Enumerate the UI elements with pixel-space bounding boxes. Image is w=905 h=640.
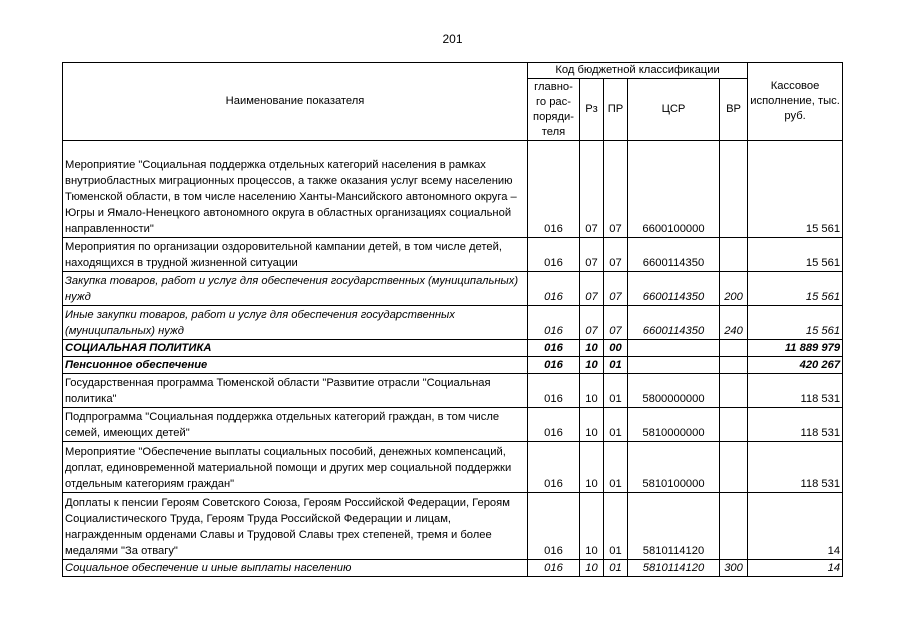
row-rz: 07	[580, 238, 604, 272]
row-name: Мероприятие "Обеспечение выплаты социальных пособий, денежных компенсаций, доплат, единовременной материальной помощи и других мер социальной поддержки отдельным категориям граждан"	[63, 442, 528, 493]
row-pr: 07	[604, 306, 628, 340]
row-glavn: 016	[528, 306, 580, 340]
row-pr: 00	[604, 340, 628, 357]
row-rz: 07	[580, 306, 604, 340]
row-name: Социальное обеспечение и иные выплаты населению	[63, 560, 528, 577]
row-vr: 300	[720, 560, 748, 577]
row-glavn: 016	[528, 442, 580, 493]
row-vr	[720, 374, 748, 408]
header-code-group: Код бюджетной классификации	[528, 63, 748, 79]
row-rz: 07	[580, 141, 604, 238]
row-vr	[720, 238, 748, 272]
table-row	[63, 141, 843, 238]
table-row	[63, 442, 843, 493]
row-amount: 14	[748, 560, 843, 577]
row-csr: 5810100000	[628, 442, 720, 493]
row-pr: 01	[604, 493, 628, 560]
header-vr: ВР	[720, 79, 748, 141]
row-vr	[720, 340, 748, 357]
table-row	[63, 408, 843, 442]
row-name: Пенсионное обеспечение	[63, 357, 528, 374]
row-vr	[720, 357, 748, 374]
row-vr: 240	[720, 306, 748, 340]
row-pr: 01	[604, 560, 628, 577]
row-amount: 15 561	[748, 141, 843, 238]
table-row	[63, 560, 843, 577]
row-csr: 5810000000	[628, 408, 720, 442]
row-glavn: 016	[528, 493, 580, 560]
row-csr: 5800000000	[628, 374, 720, 408]
row-pr: 07	[604, 141, 628, 238]
row-glavn: 016	[528, 357, 580, 374]
row-vr: 200	[720, 272, 748, 306]
row-csr: 5810114120	[628, 493, 720, 560]
page-number: 201	[442, 32, 463, 46]
budget-table	[62, 62, 843, 577]
row-rz: 10	[580, 374, 604, 408]
row-rz: 10	[580, 408, 604, 442]
row-vr	[720, 442, 748, 493]
row-vr	[720, 408, 748, 442]
row-pr: 07	[604, 238, 628, 272]
row-name: Закупка товаров, работ и услуг для обеспечения государственных (муниципальных) нужд	[63, 272, 528, 306]
table-row	[63, 272, 843, 306]
row-pr: 01	[604, 374, 628, 408]
row-name: Государственная программа Тюменской области "Развитие отрасли "Социальная политика"	[63, 374, 528, 408]
row-csr	[628, 357, 720, 374]
header-pr: ПР	[604, 79, 628, 141]
table-row	[63, 340, 843, 357]
row-name: Иные закупки товаров, работ и услуг для обеспечения государственных (муниципальных) нужд	[63, 306, 528, 340]
row-glavn: 016	[528, 141, 580, 238]
row-csr: 6600114350	[628, 272, 720, 306]
row-rz: 07	[580, 272, 604, 306]
table-row	[63, 238, 843, 272]
row-glavn: 016	[528, 272, 580, 306]
row-rz: 10	[580, 442, 604, 493]
row-glavn: 016	[528, 408, 580, 442]
row-rz: 10	[580, 340, 604, 357]
row-glavn: 016	[528, 560, 580, 577]
row-csr: 5810114120	[628, 560, 720, 577]
row-name: Подпрограмма "Социальная поддержка отдельных категорий граждан, в том числе семей, имеющих детей"	[63, 408, 528, 442]
row-vr	[720, 141, 748, 238]
row-vr	[720, 493, 748, 560]
row-pr: 01	[604, 357, 628, 374]
row-csr	[628, 340, 720, 357]
table-row	[63, 374, 843, 408]
row-rz: 10	[580, 493, 604, 560]
header-rz: Рз	[580, 79, 604, 141]
table-row	[63, 357, 843, 374]
row-amount: 420 267	[748, 357, 843, 374]
row-amount: 15 561	[748, 272, 843, 306]
row-rz: 10	[580, 560, 604, 577]
row-csr: 6600100000	[628, 141, 720, 238]
row-csr: 6600114350	[628, 306, 720, 340]
row-name: Мероприятия по организации оздоровительной кампании детей, в том числе детей, находящихся в трудной жизненной ситуации	[63, 238, 528, 272]
row-glavn: 016	[528, 340, 580, 357]
row-glavn: 016	[528, 238, 580, 272]
row-pr: 07	[604, 272, 628, 306]
header-glavn: главно-го рас-поряди-теля	[528, 79, 580, 141]
table-row	[63, 493, 843, 560]
row-amount: 118 531	[748, 374, 843, 408]
row-amount: 118 531	[748, 442, 843, 493]
table-row	[63, 306, 843, 340]
row-rz: 10	[580, 357, 604, 374]
row-amount: 11 889 979	[748, 340, 843, 357]
row-glavn: 016	[528, 374, 580, 408]
row-amount: 15 561	[748, 238, 843, 272]
row-pr: 01	[604, 408, 628, 442]
row-name: СОЦИАЛЬНАЯ ПОЛИТИКА	[63, 340, 528, 357]
header-amount: Кассовое исполнение, тыс. руб.	[748, 63, 843, 141]
header-csr: ЦСР	[628, 79, 720, 141]
header-name: Наименование показателя	[63, 63, 528, 141]
row-name: Мероприятие "Социальная поддержка отдельных категорий населения в рамках внутриобластных миграционных процессов, а также оказания услуг всему населению Тюменской области, в том числе населению Ханты-Мансийского автономного округа – Югры и Ямало-Ненецкого автономного округа в областных организациях социальной направленности"	[63, 141, 528, 238]
row-amount: 15 561	[748, 306, 843, 340]
row-name: Доплаты к пенсии Героям Советского Союза, Героям Российской Федерации, Героям Социалистического Труда, Героям Труда Российской Федерации и лицам, награжденным орденами Славы и Трудовой Славы трех степеней, тремя и более медалями "За отвагу"	[63, 493, 528, 560]
row-amount: 14	[748, 493, 843, 560]
row-amount: 118 531	[748, 408, 843, 442]
row-pr: 01	[604, 442, 628, 493]
row-csr: 6600114350	[628, 238, 720, 272]
